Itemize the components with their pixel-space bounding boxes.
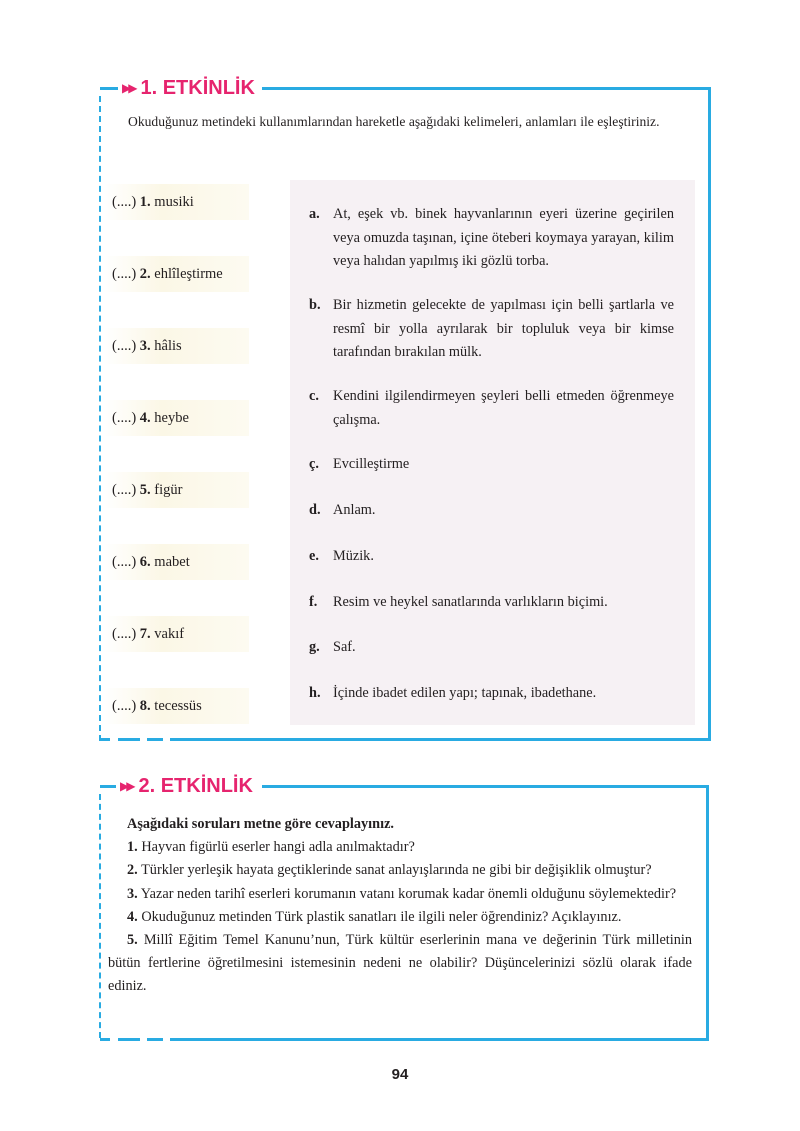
frame-bottom-dash [118, 738, 140, 741]
definition-letter: g. [309, 639, 320, 655]
definition-letter: b. [309, 297, 321, 313]
definition-letter: d. [309, 502, 321, 518]
question-text: Yazar neden tarihî eserleri korumanın vatanı korumak kadar önemli olduğunu söylemektedir? [140, 885, 677, 902]
frame-bottom [170, 1038, 709, 1041]
word-item [104, 616, 249, 652]
frame-bottom-dash [147, 1038, 163, 1041]
definition-letter: f. [309, 594, 318, 610]
question-number: 3. [127, 885, 138, 902]
answer-blank[interactable]: (....) [112, 482, 137, 498]
activity-1-title [118, 76, 261, 100]
frame-top-segment [262, 87, 711, 90]
answer-blank[interactable]: (....) [112, 698, 137, 714]
activity-1-instructions: Okuduğunuz metindeki kullanımlarından hareketle aşağıdaki kelimeleri, anlamları ile eşleştiriniz. [128, 114, 660, 129]
frame-bottom-dash [100, 738, 110, 741]
answer-blank[interactable]: (....) [112, 194, 137, 210]
question-text: Hayvan figürlü eserler hangi adla anılmaktadır? [141, 839, 415, 856]
word-item [104, 400, 249, 436]
question-text: Millî Eğitim Temel Kanunu’nun, Türk kültür eserlerinin mana ve değerinin Türk milletinin bütün fertlerine öğretilmesini istemesinin nedeni ne olabilir? Düşüncelerinizi sözlü olarak ifade ediniz. [108, 932, 693, 995]
answer-blank[interactable]: (....) [112, 626, 137, 642]
question-number: 4. [127, 908, 138, 925]
questions-block [108, 813, 692, 999]
frame-bottom [170, 738, 711, 741]
definition-text: Saf. [333, 639, 356, 655]
frame-bottom-dash [118, 1038, 140, 1041]
definition-text: Bir hizmetin gelecekte de yapılması için belli şartlarla ve resmî bir yolla ayrılarak bir topluluk veya bir kimse tarafından bırakılan mülk. [333, 297, 674, 360]
activity-2-title [116, 774, 259, 798]
question-item [108, 906, 692, 929]
word-number: 8. [139, 698, 151, 714]
definition-letter: a. [309, 206, 320, 222]
definition-item [309, 636, 674, 660]
word-number: 6. [139, 554, 151, 570]
word-text: ehlîleştirme [154, 266, 223, 282]
word-text: tecessüs [154, 698, 202, 714]
activity-1-title-text: 1. ETKİNLİK [140, 77, 255, 99]
definition-item [309, 499, 674, 523]
question-text: Okuduğunuz metinden Türk plastik sanatları ile ilgili neler öğrendiniz? Açıklayınız. [141, 908, 622, 925]
definition-text: At, eşek vb. binek hayvanlarının eyeri üzerine geçirilen veya omuzda taşınan, içine öteberi koymaya yarayan, kilim veya halıdan yapılmış iki gözlü torba. [333, 206, 674, 269]
question-item [108, 883, 692, 906]
word-text: hâlis [154, 338, 182, 354]
question-item [108, 929, 692, 999]
definition-text: Kendini ilgilendirmeyen şeyleri belli etmeden öğrenmeye çalışma. [333, 388, 674, 428]
double-arrow-icon: ▶▶ [122, 81, 135, 95]
definition-letter: e. [309, 548, 319, 564]
definition-item [309, 385, 674, 432]
definition-letter: ç. [309, 456, 319, 472]
definition-text: İçinde ibadet edilen yapı; tapınak, ibadethane. [333, 685, 597, 701]
definition-text: Resim ve heykel sanatlarında varlıkların biçimi. [333, 594, 608, 610]
answer-blank[interactable]: (....) [112, 266, 137, 282]
page-number: 94 [391, 1066, 409, 1083]
question-item [108, 836, 692, 859]
frame-bottom-dash [147, 738, 163, 741]
answer-blank[interactable]: (....) [112, 410, 137, 426]
word-number: 7. [139, 626, 151, 642]
word-number: 4. [139, 410, 151, 426]
word-text: heybe [154, 410, 189, 426]
word-text: vakıf [154, 626, 185, 642]
answer-blank[interactable]: (....) [112, 338, 137, 354]
definition-item [309, 453, 674, 477]
word-number: 3. [139, 338, 151, 354]
question-item [108, 859, 692, 882]
definition-letter: c. [309, 388, 319, 404]
word-item [104, 544, 249, 580]
word-item [104, 688, 249, 724]
word-number: 2. [139, 266, 151, 282]
word-text: figür [154, 482, 183, 498]
double-arrow-icon: ▶▶ [120, 779, 133, 793]
activity-2-title-text: 2. ETKİNLİK [138, 775, 253, 797]
question-text: Türkler yerleşik hayata geçtiklerinde sanat anlayışlarında ne gibi bir değişiklik olmuştur? [141, 862, 652, 879]
word-text: mabet [154, 554, 190, 570]
definition-item [309, 545, 674, 569]
definition-letter: h. [309, 685, 321, 701]
word-number: 1. [139, 194, 151, 210]
definition-text: Müzik. [333, 548, 374, 564]
definition-text: Anlam. [333, 502, 376, 518]
definition-item [309, 203, 674, 274]
question-number: 2. [127, 862, 138, 879]
frame-left-dashed [99, 794, 101, 1038]
word-number: 5. [139, 482, 151, 498]
question-number: 1. [127, 839, 138, 856]
word-item [104, 472, 249, 508]
word-item [104, 328, 249, 364]
frame-right [708, 87, 711, 741]
word-item [104, 256, 249, 292]
frame-top-segment [262, 785, 709, 788]
word-item [104, 184, 249, 220]
questions-heading: Aşağıdaki soruları metne göre cevaplayınız. [127, 816, 394, 832]
definition-item [309, 682, 674, 706]
frame-right [706, 785, 709, 1041]
question-number: 5. [127, 932, 138, 949]
word-text: musiki [154, 194, 194, 210]
definition-text: Evcilleştirme [333, 456, 410, 472]
frame-left-dashed [99, 96, 101, 741]
frame-top-left-segment [100, 87, 120, 90]
definition-item [309, 294, 674, 365]
answer-blank[interactable]: (....) [112, 554, 137, 570]
definition-item [309, 591, 674, 615]
frame-bottom-dash [100, 1038, 110, 1041]
